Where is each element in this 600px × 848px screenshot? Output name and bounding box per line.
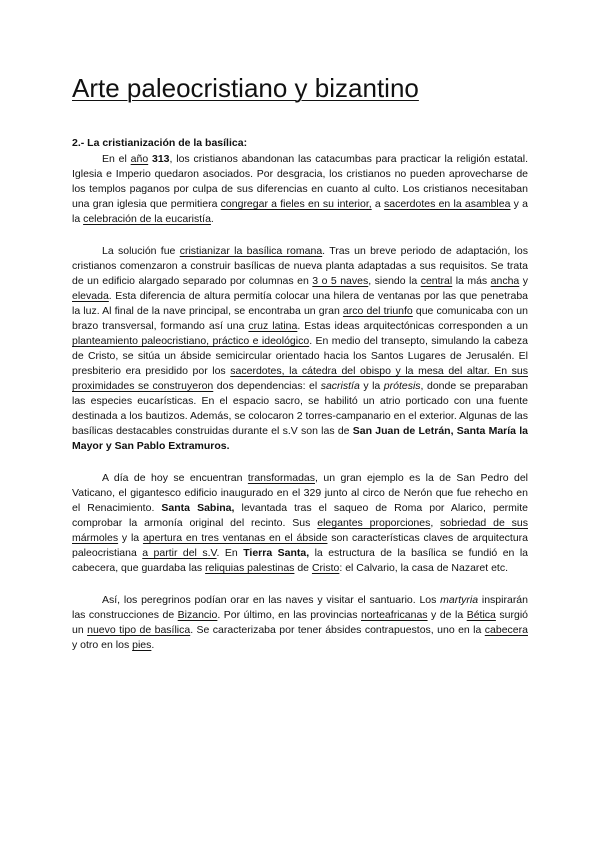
underlined-phrase: elevada [72,290,109,302]
underlined-phrase: central [420,275,453,287]
underlined-phrase: ancha [490,275,520,287]
underlined-phrase: celebración de la eucaristía [83,213,211,225]
underlined-phrase: cruz latina [248,320,298,332]
text-run: . Esta diferencia de altura permitía colocar una hilera de ventanas por las que penetraba la luz. Al final de la nave principal, se encontraba un gran [72,290,528,317]
text-run: La solución fue [102,245,180,257]
bold-phrase: 313 [151,153,170,165]
text-run: . En [216,547,244,559]
underlined-phrase: cristianizar la basílica romana [179,245,323,257]
text-run: . En medio del transepto, simulando la cabeza de Cristo, se sitúa un ábside semicircular orientado hacia los Santos Lugares de Jerusalén. El presbiterio era presidido por los [72,335,528,377]
paragraph-gap [72,454,528,471]
paragraph-4 [72,593,528,653]
underlined-phrase: Bizancio [177,609,218,621]
text-run: y la [118,532,143,544]
underlined-phrase: pies [132,639,152,651]
underlined-phrase: elegantes proporciones [317,517,431,529]
paragraph-3 [72,471,528,576]
text-run: surgió un [72,609,528,636]
underlined-phrase: Bética [466,609,496,621]
text-run: y otro en los [72,639,133,651]
text-run: . Tras un breve periodo de adaptación, los cristianos comenzaron a construir basílicas de nueva planta adaptadas a sus requisitos. Se trata de un edificio alargado separado por columnas en [72,245,528,287]
text-run: levantada tras el saqueo de Roma por Alarico, permite comprobar la armonía original del recinto. Sus [72,502,528,529]
paragraph-gap [72,576,528,593]
paragraph-2 [72,244,528,454]
text-run: . Por último, en las provincias [217,609,361,621]
text-run: la estructura de la basílica se fundió en la cabecera, que guardaba las [72,547,528,574]
underlined-phrase: a partir del s.V [142,547,217,559]
underlined-phrase: arco del triunfo [342,305,413,317]
underlined-phrase: reliquias palestinas [205,562,295,574]
text-run: y la [359,380,384,392]
bold-phrase: Tierra Santa, [243,547,310,559]
document-title: Arte paleocristiano y bizantino [72,73,419,103]
underlined-phrase: sobriedad de sus mármoles [72,517,528,544]
text-run: , un gran ejemplo es la de San Pedro del Vaticano, el gigantesco edificio inaugurado en el 329 junto al circo de Nerón que fue rehecho en el Renacimiento. [72,472,528,514]
bold-phrase: Santa Sabina, [161,502,235,514]
text-run: . Se caracterizaba por tener ábsides contrapuestos, uno en la [190,624,485,636]
text-run: . Estas ideas arquitectónicas corresponden a un [297,320,528,332]
text-run: y a la [72,198,528,225]
text-run: que comunicaba con un brazo transversal, formando así una [72,305,528,332]
text-run: la más [452,275,491,287]
underlined-phrase: nuevo tipo de basílica [87,624,191,636]
underlined-phrase: sacerdotes en la asamblea [383,198,511,210]
text-run: de [294,562,312,574]
italic-phrase: sacristía [320,380,360,392]
text-run: , [430,517,441,529]
text-run: son características claves de arquitectura paleocristiana [72,532,528,559]
italic-phrase: prótesis [383,380,421,392]
document-body [72,136,528,653]
bold-phrase: San Juan de Letrán, Santa María la Mayor y San Pablo Extramuros. [72,425,529,452]
underlined-phrase: cabecera [484,624,528,636]
paragraph-1 [72,152,528,227]
section-heading: 2.- La cristianización de la basílica: [72,137,248,149]
underlined-phrase: planteamiento paleocristiano, práctico e ideológico [72,335,310,347]
underlined-phrase: congregar a fieles en su interior, [220,198,372,210]
text-run: : el Calvario, la casa de Nazaret etc. [339,562,509,574]
italic-phrase: martyria [440,594,479,606]
paragraph-gap [72,227,528,244]
text-run: . [151,639,155,651]
underlined-phrase: apertura en tres ventanas en el ábside [142,532,328,544]
text-run: a [371,198,384,210]
underlined-phrase: norteafricanas [361,609,428,621]
text-run: dos dependencias: el [213,380,321,392]
underlined-phrase: 3 o 5 naves [312,275,369,287]
underlined-phrase: Cristo [311,562,340,574]
text-run: y de la [427,609,467,621]
text-run: , los cristianos abandonan las catacumbas para practicar la religión estatal. Iglesia e Imperio quedaron asociados. Por desgracia, los cristianos no pueden aprovecharse de los templos paganos por culpa de sus diferencias en cuanto al culto. Los cristianos necesitaban una gran iglesia que permitiera [72,153,529,210]
text-run: inspirarán las construcciones de [72,594,528,621]
text-run: A día de hoy se encuentran [102,472,248,484]
underlined-phrase: año [130,153,149,165]
underlined-phrase: sacerdotes, la cátedra del obispo y la mesa del altar. En sus proximidades se construyeron [72,365,529,392]
text-run: y [519,275,528,287]
underlined-phrase: transformadas [247,472,316,484]
text-run: En el [102,153,131,165]
text-run: , siendo la [368,275,421,287]
text-run: . [210,213,214,225]
text-run: Así, los peregrinos podían orar en las naves y visitar el santuario. Los [102,594,441,606]
text-run: , donde se preparaban las especies eucarísticas. En el espacio sacro, se habilitó un atrio porticado con una fuente destinada a los bautizos. Además, se colocaron 2 torres-campanario en el exterior. Algunas de las basílicas destacables construidas durante el s.V son las de [72,380,528,437]
